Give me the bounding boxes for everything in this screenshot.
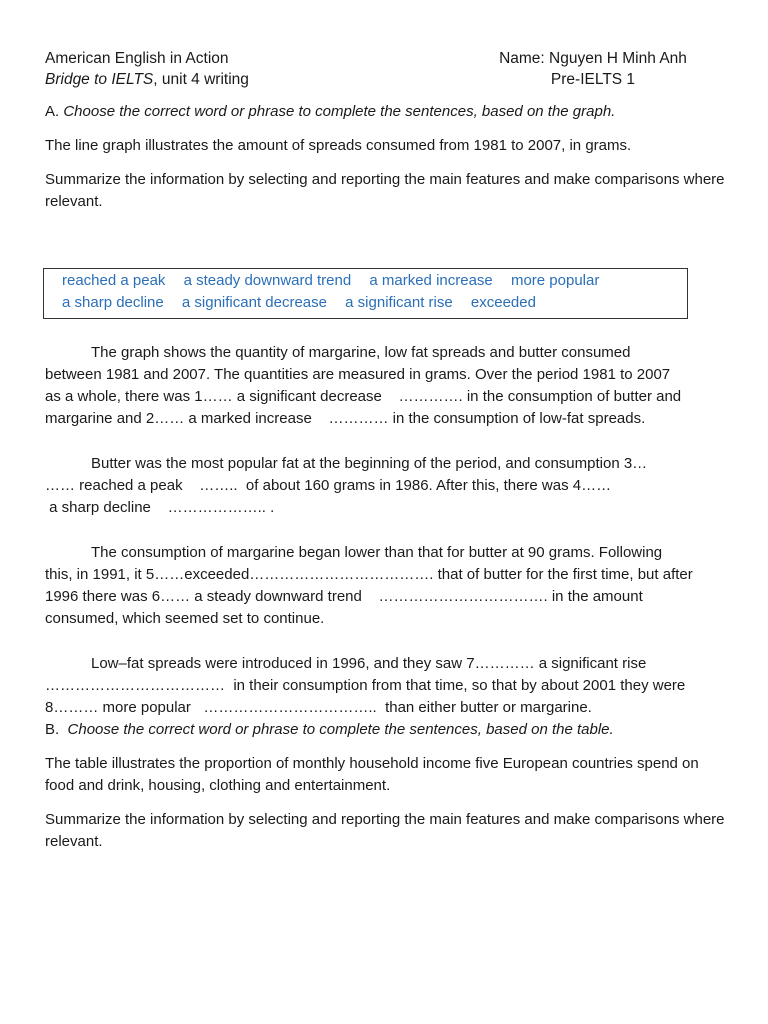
unit-label: , unit 4 writing <box>153 71 249 88</box>
word-option: reached a peak <box>62 272 166 289</box>
section-b-instruction <box>45 719 725 741</box>
paragraph-line: 8……… more popular …………………………….. than either butter or margarine. <box>45 699 592 716</box>
word-option: exceeded <box>470 294 536 311</box>
header-left <box>45 48 405 90</box>
section-a-instruction-text: Choose the correct word or phrase to complete the sentences, based on the graph. <box>63 103 616 120</box>
book-unit <box>45 69 405 90</box>
word-option: a significant decrease <box>181 294 327 311</box>
section-a-instruction <box>45 101 725 123</box>
paragraph-line: consumed, which seemed set to continue. <box>45 610 325 627</box>
section-b-label: B. <box>45 721 68 738</box>
header <box>45 48 725 90</box>
class-name: Pre-IELTS 1 <box>550 71 636 88</box>
paragraph-line: Butter was the most popular fat at the beginning of the period, and consumption 3… <box>91 455 648 472</box>
word-box-row-2 <box>62 292 687 314</box>
section-b-p2: Summarize the information by selecting and reporting the main features and make comparisons where relevant. <box>45 811 725 850</box>
section-b-instruction-text: Choose the correct word or phrase to complete the sentences, based on the table. <box>67 721 614 738</box>
paragraph-line: The graph shows the quantity of margarine, low fat spreads and butter consumed <box>91 344 631 361</box>
word-option: a steady downward trend <box>183 272 352 289</box>
paragraph-line: …… reached a peak …….. of about 160 grams in 1986. After this, there was 4…… <box>45 477 612 494</box>
word-option: a marked increase <box>369 272 493 289</box>
word-box-row-1 <box>62 270 687 292</box>
paragraph-line: 1996 there was 6…… a steady downward trend ……………………………. in the amount <box>45 588 643 605</box>
course-title: American English in Action <box>45 50 229 67</box>
paragraph-line: The consumption of margarine began lower than that for butter at 90 grams. Following <box>91 544 663 561</box>
paragraph-4 <box>45 653 725 719</box>
worksheet-page <box>45 48 725 853</box>
word-option: a significant rise <box>345 294 453 311</box>
word-option: more popular <box>510 272 600 289</box>
section-b-p1: The table illustrates the proportion of monthly household income five European countries spend on food and drink, housing, clothing and entertainment. <box>45 755 699 794</box>
word-option: a sharp decline <box>62 294 164 311</box>
paragraph-line: Low–fat spreads were introduced in 1996, and they saw 7………… a significant rise <box>91 655 647 672</box>
word-box <box>43 268 688 319</box>
section-a-label: A. <box>45 103 64 120</box>
section-a-p1: The line graph illustrates the amount of spreads consumed from 1981 to 2007, in grams. <box>45 137 632 154</box>
paragraph-line: margarine and 2…… a marked increase ………… in the consumption of low-fat spreads. <box>45 410 646 427</box>
book-title: Bridge to IELTS <box>45 71 154 88</box>
paragraph-line: ……………………………… in their consumption from that time, so that by about 2001 they were <box>45 677 686 694</box>
paragraph-line: between 1981 and 2007. The quantities are measured in grams. Over the period 1981 to 2007 <box>45 366 671 383</box>
section-a-p2: Summarize the information by selecting and reporting the main features and make comparisons where relevant. <box>45 171 725 210</box>
student-name: Name: Nguyen H Minh Anh <box>499 50 687 67</box>
header-right <box>473 48 713 90</box>
paragraph-2 <box>45 453 725 519</box>
paragraph-line: as a whole, there was 1…… a significant decrease …………. in the consumption of butter and <box>45 388 682 405</box>
paragraph-line: this, in 1991, it 5……exceeded………………………………. that of butter for the first time, but after <box>45 566 693 583</box>
paragraph-3 <box>45 542 725 630</box>
paragraph-1 <box>45 342 725 430</box>
paragraph-line: a sharp decline ……………….. . <box>45 499 275 516</box>
